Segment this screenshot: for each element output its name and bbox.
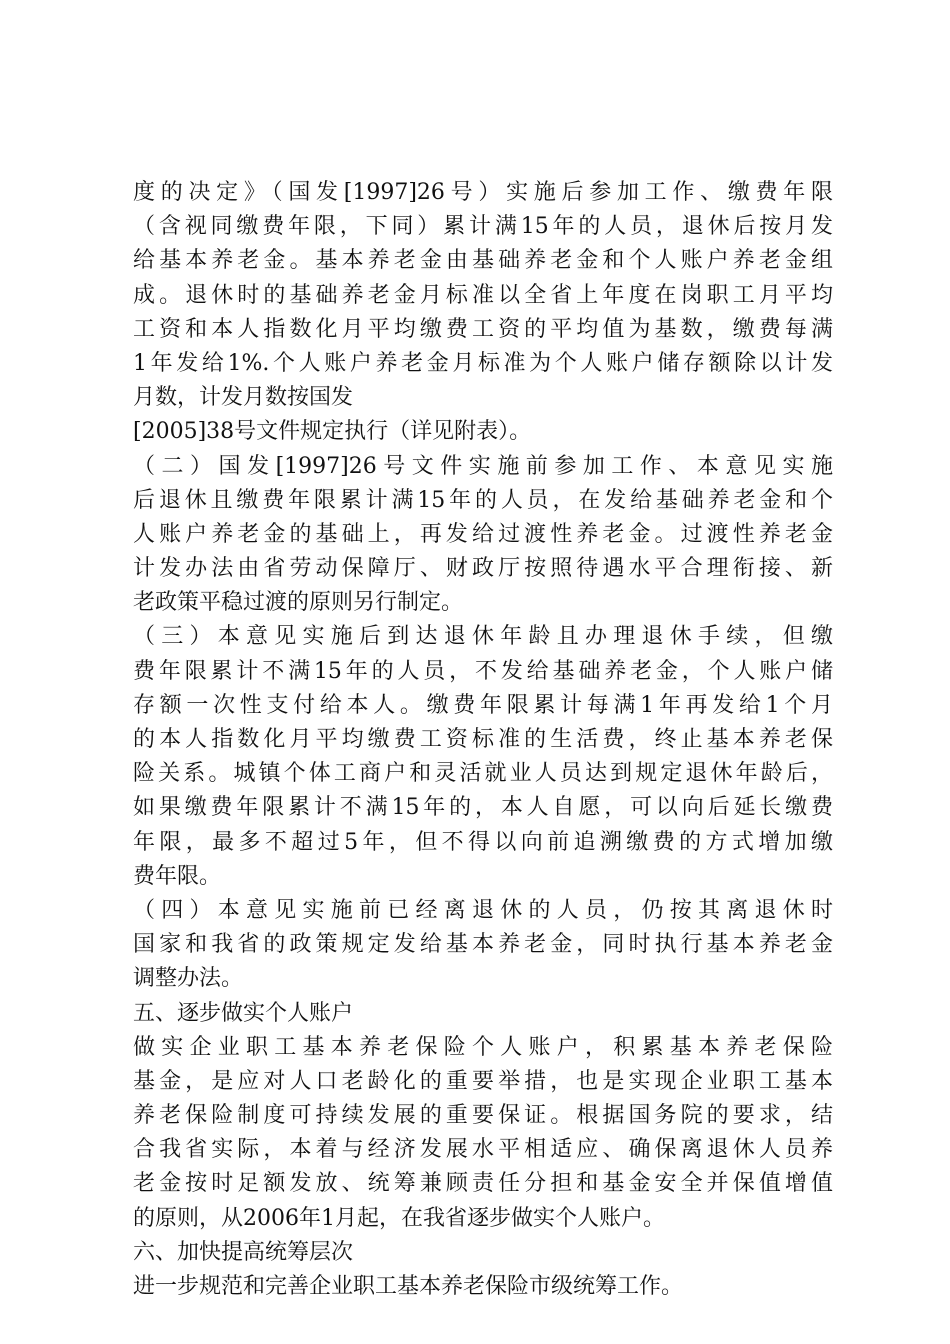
text-line: 工资和本人指数化月平均缴费工资的平均值为基数，缴费每满: [133, 316, 833, 342]
text-line: 进一步规范和完善企业职工基本养老保险市级统筹工作。: [133, 1274, 684, 1299]
text-line: 的原则，从2006年1月起，在我省逐步做实个人账户。: [133, 1205, 665, 1231]
text-line: 度的决定》（国发[1997]26号）实施后参加工作、缴费年限: [133, 180, 833, 205]
text-line: 做实企业职工基本养老保险个人账户，积累基本养老保险: [133, 1034, 833, 1060]
text-line: （含视同缴费年限，下同）累计满15年的人员，退休后按月发: [133, 214, 833, 240]
text-line: （四）本意见实施前已经离退休的人员，仍按其离退休时: [133, 897, 833, 923]
text-line: [2005]38号文件规定执行（详见附表）。: [133, 419, 532, 445]
text-line: 后退休且缴费年限累计满15年的人员，在发给基础养老金和个: [133, 487, 833, 513]
text-line: 的本人指数化月平均缴费工资标准的生活费，终止基本养老保: [133, 727, 833, 752]
text-line: 人账户养老金的基础上，再发给过渡性养老金。过渡性养老金: [133, 521, 833, 547]
text-line: 养老保险制度可持续发展的重要保证。根据国务院的要求，结: [133, 1103, 833, 1129]
section-heading: 六、加快提高统筹层次: [133, 1239, 354, 1265]
text-line: 月数，计发月数按国发: [133, 385, 354, 411]
text-line: 给基本养老金。基本养老金由基础养老金和个人账户养老金组: [133, 248, 833, 274]
document-body: [133, 176, 833, 1304]
text-line: 成。退休时的基础养老金月标准以全省上年度在岗职工月平均: [133, 282, 833, 308]
text-line: 1年发给1%.个人账户养老金月标准为个人账户储存额除以计发: [133, 350, 833, 376]
text-line: 国家和我省的政策规定发给基本养老金，同时执行基本养老金: [133, 932, 833, 958]
text-line: 存额一次性支付给本人。缴费年限累计每满1年再发给1个月: [133, 692, 833, 718]
text-line: （二）国发[1997]26号文件实施前参加工作、本意见实施: [133, 453, 833, 479]
section-heading: 五、逐步做实个人账户: [133, 1000, 354, 1026]
text-line: 险关系。城镇个体工商户和灵活就业人员达到规定退休年龄后，: [133, 761, 833, 787]
text-line: 老政策平稳过渡的原则另行制定。: [133, 590, 464, 616]
text-line: 合我省实际，本着与经济发展水平相适应、确保离退休人员养: [133, 1137, 833, 1163]
text-line: 年限，最多不超过5年，但不得以向前追溯缴费的方式增加缴: [133, 829, 833, 855]
text-line: （三）本意见实施后到达退休年龄且办理退休手续，但缴: [133, 624, 833, 650]
text-line: 费年限累计不满15年的人员，不发给基础养老金，个人账户储: [133, 658, 833, 684]
text-line: 调整办法。: [133, 966, 244, 992]
text-line: 基金，是应对人口老龄化的重要举措，也是实现企业职工基本: [133, 1068, 833, 1094]
text-line: 如果缴费年限累计不满15年的，本人自愿，可以向后延长缴费: [133, 795, 833, 821]
text-line: 计发办法由省劳动保障厅、财政厅按照待遇水平合理衔接、新: [133, 556, 833, 582]
text-line: 费年限。: [133, 863, 222, 889]
text-line: 老金按时足额发放、统筹兼顾责任分担和基金安全并保值增值: [133, 1171, 833, 1197]
